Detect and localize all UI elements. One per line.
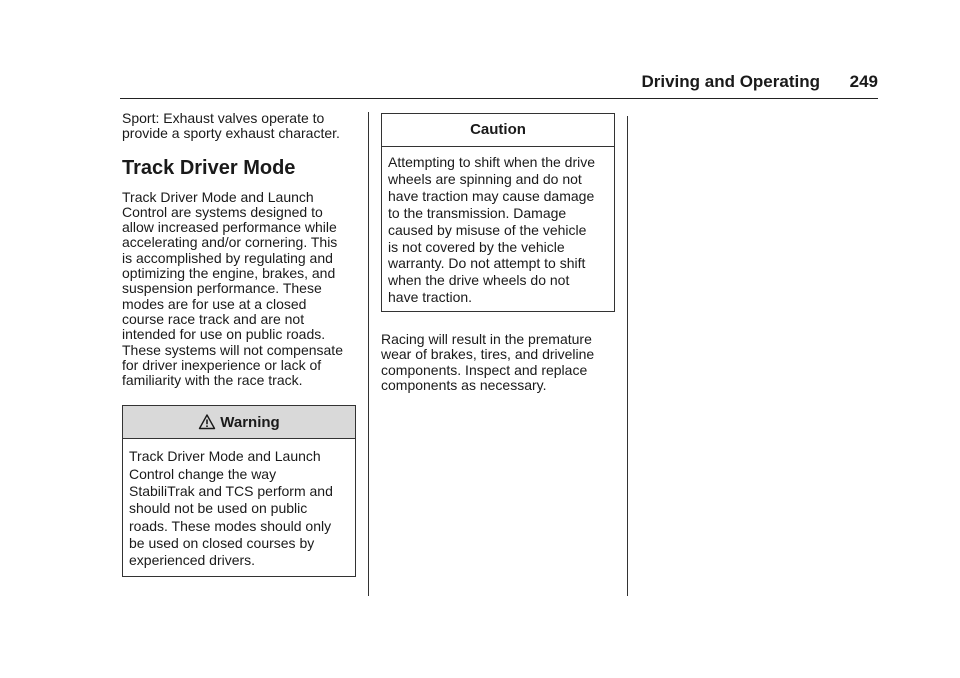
column-left [122,111,358,577]
header-rule [120,98,878,99]
page-number: 249 [849,72,878,91]
column-divider-left [368,112,369,596]
column-divider-right [627,116,628,596]
warning-title: Warning [220,413,280,431]
section-title: Driving and Operating [641,72,820,91]
warning-header [123,406,355,439]
column-middle [381,113,615,393]
intro-paragraph: Sport: Exhaust valves operate to provide a sporty exhaust character. [122,110,340,142]
racing-paragraph: Racing will result in the premature wear of brakes, tires, and driveline components. Inspect and replace components as necessary. [381,331,595,394]
section-body: Track Driver Mode and Launch Control are systems designed to allow increased performance while accelerating and/or cornering. This is accomplished by regulating and optimizing the engine, brakes, and suspension performance. These modes are for use at a closed course race track and are not intended for use on public roads. These systems will not compensate for driver inexperience or lack of familiarity with the race track. [122,188,343,389]
caution-header: Caution [382,114,614,147]
warning-triangle-icon [198,413,216,431]
warning-body: Track Driver Mode and Launch Control change the way StabiliTrak and TCS perform and should not be used on public roads. These modes should only be used on closed courses by experienced drivers. [129,448,333,569]
section-heading: Track Driver Mode [122,156,296,179]
caution-body: Attempting to shift when the drive wheels are spinning and do not have traction may cause damage to the transmission. Damage caused by misuse of the vehicle is not covered by the vehicle warranty. Do not attempt to shift when the drive wheels do not have traction. [388,154,595,306]
warning-box [122,405,356,576]
caution-box [381,113,615,312]
